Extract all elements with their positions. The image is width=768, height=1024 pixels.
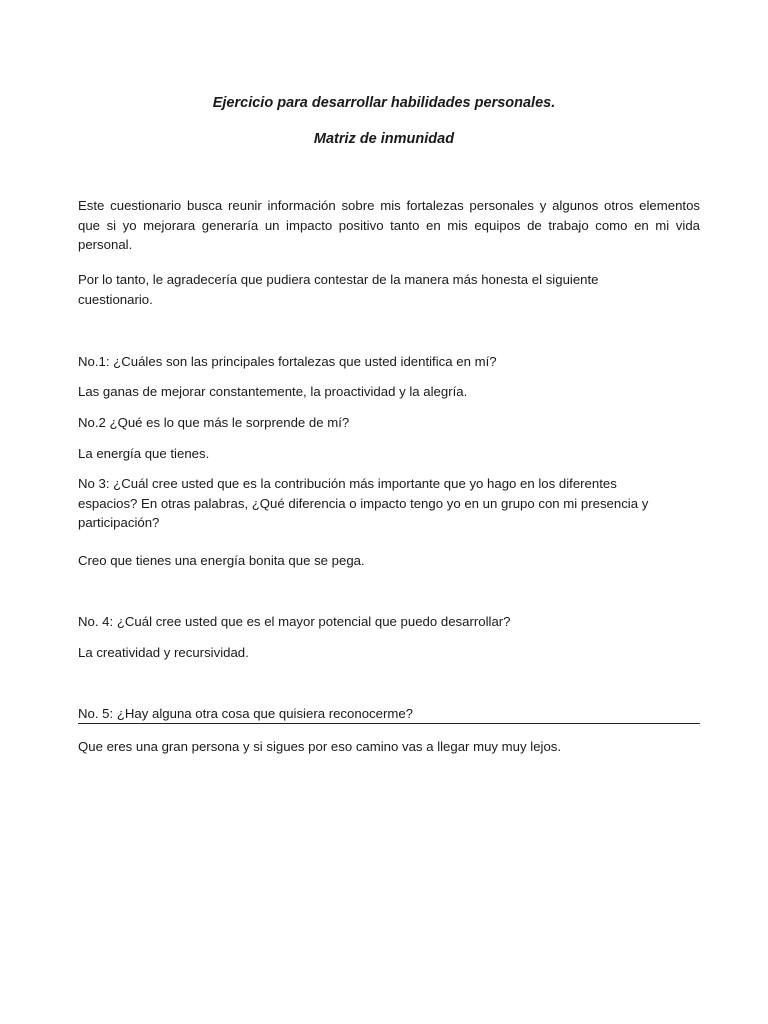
question-4: No. 4: ¿Cuál cree usted que es el mayor potencial que puedo desarrollar? — [78, 614, 511, 629]
document-subtitle: Matriz de inmunidad — [313, 131, 455, 147]
answer-1: Las ganas de mejorar constantemente, la proactividad y la alegría. — [78, 384, 468, 399]
intro-paragraph: Este cuestionario busca reunir información sobre mis fortalezas personales y algunos otros elementos que si yo mejorara generaría un impacto positivo tanto en mis equipos de trabajo como en mi vida personal. — [78, 198, 700, 252]
answer-4: La creatividad y recursividad. — [78, 645, 249, 660]
answer-3: Creo que tienes una energía bonita que se pega. — [78, 553, 365, 568]
answer-2: La energía que tienes. — [78, 446, 210, 461]
question-5-underline — [78, 723, 700, 724]
question-5: No. 5: ¿Hay alguna otra cosa que quisiera reconocerme? — [78, 706, 413, 721]
question-3: No 3: ¿Cuál cree usted que es la contribución más importante que yo hago en los diferentes espacios? En otras palabras, ¿Qué diferencia o impacto tengo yo en un grupo con mi presencia y participación? — [78, 476, 649, 530]
request-paragraph: Por lo tanto, le agradecería que pudiera contestar de la manera más honesta el siguiente cuestionario. — [78, 272, 599, 307]
answer-5: Que eres una gran persona y si sigues por eso camino vas a llegar muy muy lejos. — [78, 739, 562, 754]
question-1: No.1: ¿Cuáles son las principales fortalezas que usted identifica en mí? — [78, 354, 497, 369]
document-title: Ejercicio para desarrollar habilidades personales. — [212, 95, 556, 111]
question-2: No.2 ¿Qué es lo que más le sorprende de mí? — [78, 415, 350, 430]
